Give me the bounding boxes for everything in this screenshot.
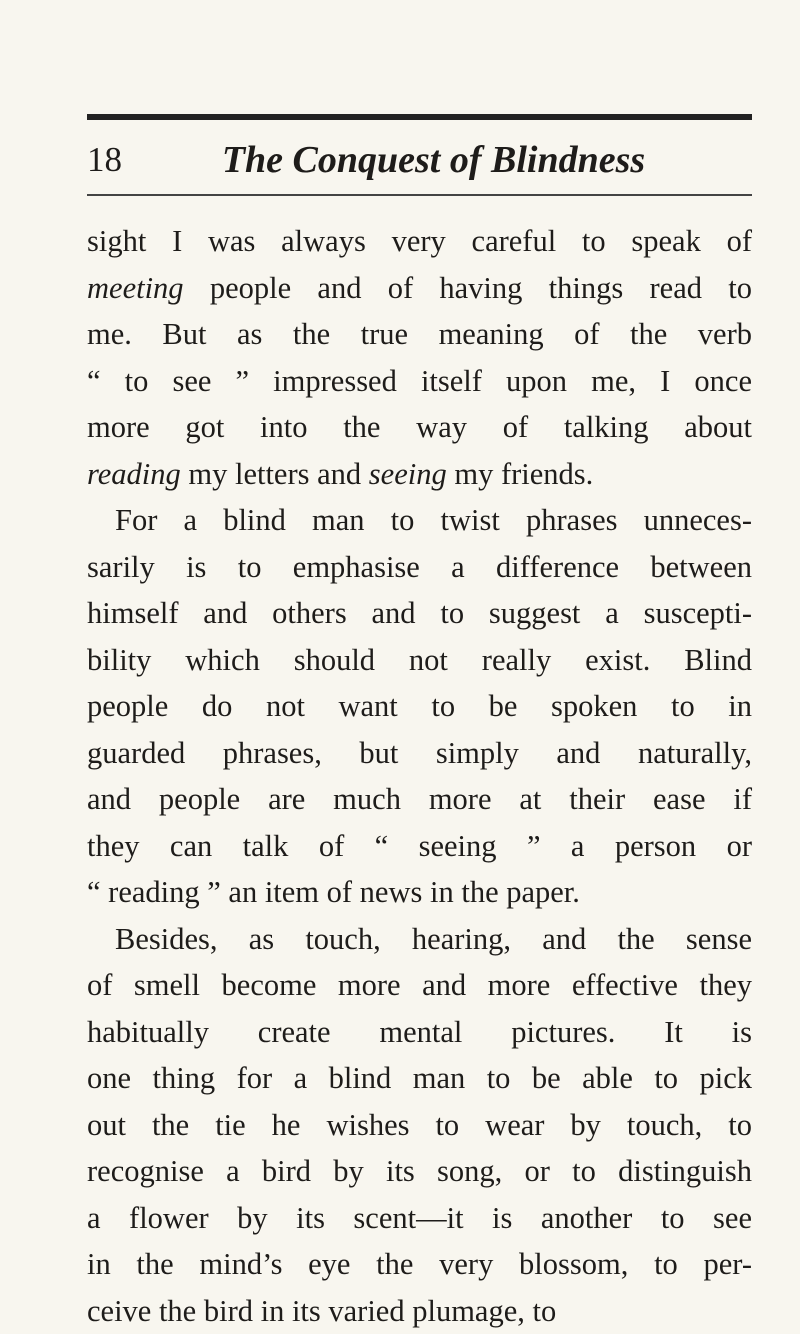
text-line: Besides, as touch, hearing, and the sense	[87, 916, 752, 963]
body-text	[87, 218, 752, 1334]
text-line: out the tie he wishes to wear by touch, to	[87, 1102, 752, 1149]
text-line: guarded phrases, but simply and naturally,	[87, 730, 752, 777]
text-line: more got into the way of talking about	[87, 404, 752, 451]
italic-word: meeting	[87, 271, 184, 305]
page-number: 18	[87, 138, 122, 182]
text-line: they can talk of “ seeing ” a person or	[87, 823, 752, 870]
header-rule-top	[87, 114, 752, 120]
text-line: himself and others and to suggest a suscepti-	[87, 590, 752, 637]
text-line: For a blind man to twist phrases unneces-	[87, 497, 752, 544]
running-header	[87, 138, 752, 188]
text-line: in the mind’s eye the very blossom, to per-	[87, 1241, 752, 1288]
text-line: one thing for a blind man to be able to pick	[87, 1055, 752, 1102]
text-line: a flower by its scent—it is another to see	[87, 1195, 752, 1242]
text-line: me. But as the true meaning of the verb	[87, 311, 752, 358]
italic-word: seeing	[369, 457, 447, 491]
text-line: ceive the bird in its varied plumage, to	[87, 1288, 752, 1334]
text-line: meeting people and of having things read to	[87, 265, 752, 312]
text-line: habitually create mental pictures. It is	[87, 1009, 752, 1056]
text-line: reading my letters and seeing my friends.	[87, 451, 752, 498]
text-line: recognise a bird by its song, or to distinguish	[87, 1148, 752, 1195]
text-line: sight I was always very careful to speak of	[87, 218, 752, 265]
text-line: sarily is to emphasise a difference between	[87, 544, 752, 591]
italic-word: reading	[87, 457, 181, 491]
text-line: “ reading ” an item of news in the paper.	[87, 869, 752, 916]
text-line: people do not want to be spoken to in	[87, 683, 752, 730]
text-line: of smell become more and more effective they	[87, 962, 752, 1009]
header-rule-bottom	[87, 194, 752, 196]
running-title: The Conquest of Blindness	[87, 138, 752, 182]
text-line: and people are much more at their ease if	[87, 776, 752, 823]
text-line: bility which should not really exist. Blind	[87, 637, 752, 684]
text-line: “ to see ” impressed itself upon me, I once	[87, 358, 752, 405]
